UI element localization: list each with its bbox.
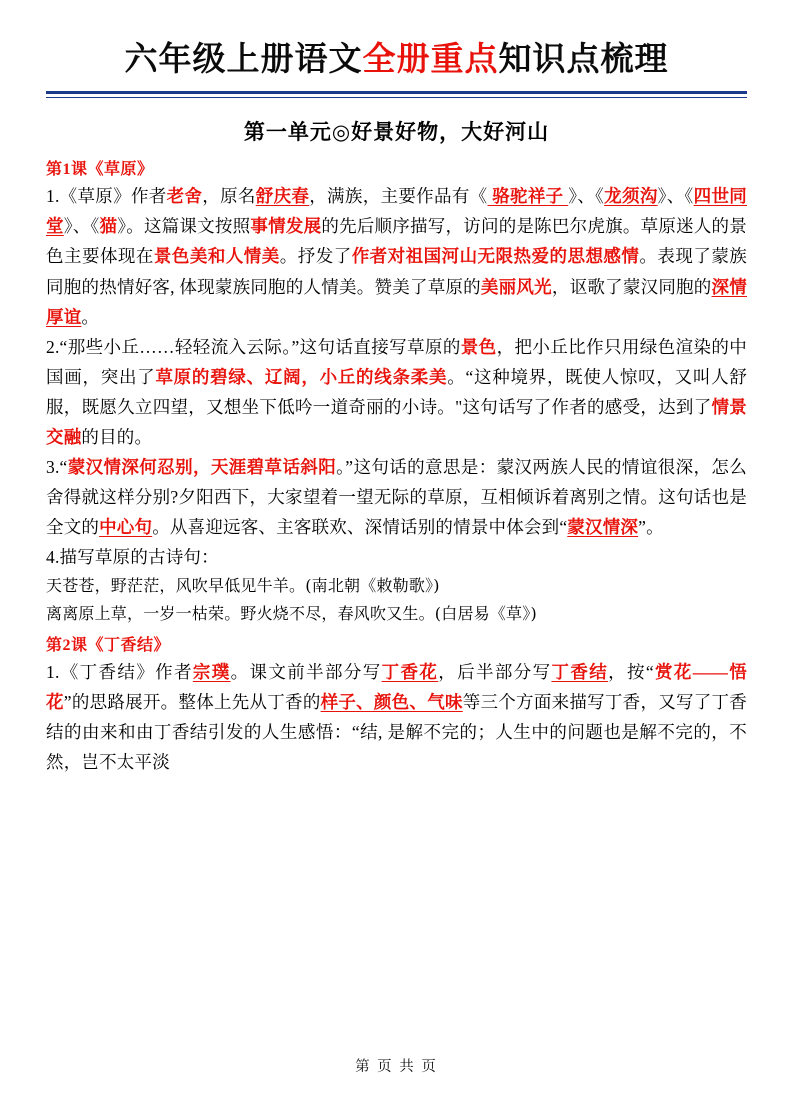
text-run: 描写草原的古诗句： [59,547,219,568]
text-run: 老舍 [166,186,203,207]
text-run: 《草原》作者 [59,186,167,207]
text-run: 四世同堂 [46,186,747,237]
document-content [46,156,747,777]
text-run: 。抒发了 [279,246,352,267]
page-footer: 第 页 共 页 [355,1059,438,1075]
verse-line: 天苍苍，野茫茫，风吹早低见牛羊。(南北朝《敕勒歌》) [46,576,440,596]
text-run: 中心句 [99,517,153,538]
text-run: 》、《 [657,186,694,207]
unit-heading: 第一单元◎好景好物，大好河山 [243,120,550,145]
text-run: 作者对祖国河山无限热爱的思想感情 [351,246,640,267]
text-run: 。表现了蒙族同胞的热情好客, 体现蒙族同胞的人情美。赞美了草原的 [46,246,748,297]
page-title-part-1: 六年级上册语文 [124,39,363,78]
text-run: 赏花——悟花 [46,661,747,712]
text-run: 蒙汉情深何忍别，天涯碧草话斜阳 [67,457,337,478]
text-run: 》、《 [568,186,605,207]
text-run: ”的思路展开。整体上先从丁香的 [63,691,321,712]
text-run: 》。这篇课文按照 [117,216,251,237]
paragraph [46,657,747,777]
verse-line: 离离原上草，一岁一枯荣。野火烧不尽，春风吹又生。(白居易《草》) [46,603,537,623]
title-divider-thick [46,91,747,94]
text-run: 。课文前半部分写 [230,661,382,682]
lesson-heading: 第2课《丁香结》 [46,636,171,654]
text-run: 草原的碧绿、辽阔，小丘的线条柔美 [155,366,448,387]
text-run: ，讴歌了蒙汉同胞的 [551,276,712,297]
paragraph [46,332,747,452]
text-run: 。从喜迎远客、主客联欢、深情话别的情景中体会到“ [152,517,568,538]
text-run: 骆驼祥子 [487,186,569,207]
lesson-heading: 第1课《草原》 [46,161,154,179]
text-run: 景色 [460,336,497,357]
paragraph [46,452,747,542]
text-run: 》、《 [63,216,100,237]
text-run: 舒庆春 [255,186,310,207]
text-run: 丁香花 [381,661,439,682]
text-run: 。”这句话的意思是：蒙汉两族人民的情谊很深，怎么舍得就这样分别?夕阳西下，大家望着一望无际的草原，互相倾诉着离别之情。这句话也是全文的 [46,457,747,538]
paragraph-number: 1. [46,661,60,682]
text-run: 丁香结 [551,661,609,682]
title-divider-thin [46,97,747,98]
text-run: 宗璞 [192,661,231,682]
text-run: 景色美和人情美 [153,246,280,267]
paragraph [46,542,747,572]
text-run: ，按“ [608,661,654,682]
text-run: ，原名 [202,186,256,207]
paragraph-number: 1. [46,186,60,207]
text-run: “ [59,457,68,478]
page-title-part-2: 全册重点 [362,39,499,78]
page-title [46,38,747,79]
paragraph-number: 3. [46,457,60,478]
text-run: 。 [81,306,100,327]
text-run: “那些小丘……轻轻流入云际。”这句话直接写草原的 [59,336,461,357]
text-run: ，满族，主要作品有《 [309,186,488,207]
text-run: 美丽风光 [480,276,552,297]
text-run: ，把小丘比作只用绿色渲染的中国画，突出了 [46,336,747,387]
paragraph-number: 2. [46,336,60,357]
text-run: 情景交融 [46,396,747,447]
text-run: 等三个方面来描写丁香，又写了丁香结的由来和由丁香结引发的人生感悟：“结, 是解不完的；人生中的问题也是解不完的，不然，岂不太平淡 [46,691,747,772]
text-run: 的目的。 [81,427,153,447]
text-run: ”。 [638,517,664,538]
paragraph [46,181,747,331]
paragraph-number: 4. [46,547,60,568]
page-title-part-3: 知识点梳理 [498,39,669,78]
text-run: ，后半部分写 [438,661,552,682]
text-run: 的先后顺序描写，访问的是陈巴尔虎旗。草原迷人的景色主要体现在 [46,216,747,267]
text-run: 猫 [99,216,118,237]
text-run: 龙须沟 [604,186,658,207]
text-run: 《丁香结》作者 [59,661,193,682]
text-run: 。“这种境界，既使人惊叹，又叫人舒服，既愿久立四望，又想坐下低吟一道奇丽的小诗。"这句话写了作者的感受，达到了 [46,366,748,417]
text-run: 蒙汉情深 [567,517,639,538]
text-run: 事情发展 [250,216,322,237]
text-run: 样子、颜色、气味 [320,691,463,712]
text-run: 深情厚谊 [46,276,747,327]
